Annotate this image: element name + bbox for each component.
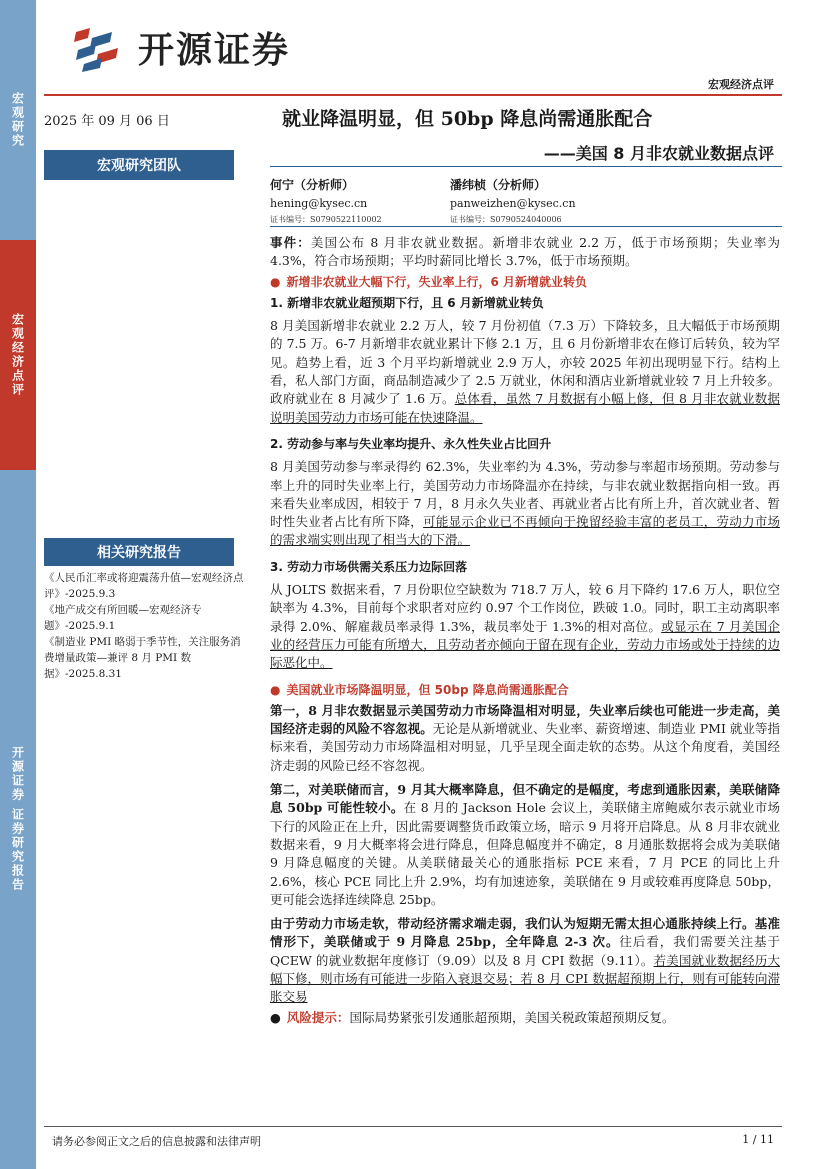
analyst-cert: 证书编号：S0790524040006	[450, 215, 562, 224]
related-reports-title: 相关研究报告	[44, 538, 234, 566]
page-number: 1 / 11	[742, 1133, 774, 1146]
header-divider	[44, 94, 782, 96]
brand-logo	[72, 22, 290, 73]
analyst-cert: 证书编号：S0790522110002	[270, 215, 382, 224]
section-paragraph: 8 月美国新增非农就业 2.2 万人，较 7 月份初值（7.3 万）下降较多，且大幅低于市场预期的 7.5 万。6-7 月新增非农就业累计下修 2.1 万，且 6 月份新增非农在修订后转负，较为罕见。趋势上看，近 3 个月平均新增就业 2.9 万人，亦较 2025 年初出现明显下行。结构上看，私人部门方面，商品制造减少了 2.5 万就业，休闲和酒店业新增就业较 7 月上升较多。政府就业在 8 月减少了 1.6 万。总体看，虽然 7 月数据有小幅上修，但 8 月非农就业数据说明美国劳动力市场可能在快速降温。	[270, 318, 780, 425]
event-label: 事件：	[270, 235, 311, 250]
analyst-name: 何宁（分析师）	[270, 178, 355, 192]
footer-disclaimer: 请务必参阅正文之后的信息披露和法律声明	[52, 1135, 261, 1148]
section-heading: 2. 劳动参与率与失业率均提升、永久性失业占比回升	[270, 436, 552, 451]
argument-paragraph: 第二，对美联储而言，9 月其大概率降息，但不确定的是幅度，考虑到通胀因素，美联储降息 50bp 可能性较小。在 8 月的 Jackson Hole 会议上，美联储主席鲍威尔表示就业市场下行的风险正在上升，因此需要调整货币政策立场，暗示 9 月将开启降息。从 8 月非农就业数据来看，9 月大概率将会进行降息，但降息幅度并不确定，8 月通胀数据将会成为美联储 9 月降息幅度的关键。从美联储最关心的通胀指标 PCE 来看，7 月 PCE 的同比上升 2.6%，核心 PCE 同比上升 2.9%，均有加速迹象，美联储在 9 月或较难再度降息 50bp，更可能会选择连续降息 25bp。	[270, 782, 780, 907]
risk-note: ● 风险提示：国际局势紧张引发通胀超预期，美国关税政策超预期反复。	[270, 1009, 780, 1027]
argument-paragraph: 第一，8 月非农数据显示美国劳动力市场降温相对明显，失业率后续也可能进一步走高，美国经济走弱的风险不容忽视。无论是从新增就业、失业率、薪资增速、制造业 PMI 就业等指标来看，美国劳动力市场降温相对明显，几乎呈现全面走软的态势。从这个角度看，美国经济走弱的风险已经不容忽视。	[270, 702, 780, 773]
underlined-conclusion: 若美国就业数据经历大幅下修，则市场有可能进一步陷入衰退交易；若 8 月 CPI 数据超预期上行，则有可能转向滞胀交易	[270, 952, 780, 1005]
key-point-heading: ● 新增非农就业大幅下行，失业率上行，6 月新增就业转负	[270, 273, 780, 291]
section-heading: 3. 劳动力市场供需关系压力边际回落	[270, 559, 468, 574]
title-divider	[270, 166, 782, 167]
report-date: 2025 年 09 月 06 日	[44, 114, 170, 129]
related-report-link[interactable]: 《人民币汇率或将迎震荡升值—宏观经济点评》-2025.9.3	[44, 572, 244, 600]
report-type: 宏观经济点评	[708, 78, 774, 91]
footer-divider	[44, 1126, 782, 1127]
analyst-name: 潘纬桢（分析师）	[450, 178, 547, 192]
team-label: 宏观研究团队	[44, 150, 234, 180]
related-reports-list	[44, 570, 244, 682]
report-title: 就业降温明显，但 50bp 降息尚需通胀配合	[282, 108, 653, 130]
related-report-link[interactable]: 《制造业 PMI 略弱于季节性，关注服务消费增量政策—兼评 8 月 PMI 数据》-2025.8.31	[44, 636, 241, 680]
brand-name: 开源证券	[138, 30, 291, 71]
side-label-bottom: 开源证券 证券研究报告	[0, 470, 36, 1169]
side-strip	[0, 0, 36, 1169]
key-point-heading: ● 美国就业市场降温明显，但 50bp 降息尚需通胀配合	[270, 681, 780, 699]
analyst-email[interactable]: hening@kysec.cn	[270, 197, 368, 210]
underlined-conclusion: 总体看，虽然 7 月数据有小幅上修，但 8 月非农就业数据说明美国劳动力市场可能在快速降温。	[270, 391, 780, 425]
report-subtitle: ——美国 8 月非农就业数据点评	[543, 144, 774, 163]
event-text: 美国公布 8 月非农就业数据。新增非农就业 2.2 万，低于市场预期；失业率为 4.3%，符合市场预期；平均时薪同比增长 3.7%，低于市场预期。	[270, 235, 780, 269]
analyst-card	[270, 176, 382, 225]
event-paragraph	[270, 234, 780, 271]
analyst-card	[450, 176, 576, 225]
section-paragraph: 从 JOLTS 数据来看，7 月份职位空缺数为 718.7 万人，较 6 月下降约 17.6 万人，职位空缺率为 4.3%，目前每个求职者对应约 0.97 个工作岗位，跌破 1.0。同时，职工主动离职率录得 2.0%、解雇裁员率录得 1.3%，裁员率处于 1.3%的相对高位。或显示在 7 月美国企业的经营压力可能有所增大，且劳动者亦倾向于留在现有企业，劳动力市场或处于持续的边际恶化中。	[270, 582, 780, 671]
side-label-top: 宏观研究	[0, 0, 36, 240]
section-paragraph: 8 月美国劳动参与率录得约 62.3%，失业率约为 4.3%，劳动参与率超市场预期。劳动参与率上升的同时失业率上行，美国劳动力市场降温亦在持续，与非农就业数据指向相一致。再来看失业率成因，相较于 7 月，8 月永久失业者、再就业者占比有所上升，首次就业者、暂时性失业者占比有所下降，可能显示企业已不再倾向于挽留经验丰富的老员工，劳动力市场的需求端实则出现了相当大的下滑。	[270, 459, 780, 548]
report-body	[270, 234, 780, 1030]
underlined-conclusion: 或显示在 7 月美国企业的经营压力可能有所增大，且劳动者亦倾向于留在现有企业，劳动力市场或处于持续的边际恶化中。	[270, 618, 780, 671]
analyst-email[interactable]: panweizhen@kysec.cn	[450, 197, 576, 210]
analyst-divider	[270, 226, 782, 227]
section-heading: 1. 新增非农就业超预期下行，且 6 月新增就业转负	[270, 295, 544, 310]
argument-paragraph: 由于劳动力市场走软，带动经济需求端走弱，我们认为短期无需太担心通胀持续上行。基准情形下，美联储或于 9 月降息 25bp，全年降息 2-3 次。往后看，我们需要关注基于 QCEW 的就业数据年度修订（9.09）以及 8 月 CPI 数据（9.11）。若美国就业数据经历大幅下修，则市场有可能进一步陷入衰退交易；若 8 月 CPI 数据超预期上行，则有可能转向滞胀交易	[270, 916, 780, 1005]
underlined-conclusion: 可能显示企业已不再倾向于挽留经验丰富的老员工，劳动力市场的需求端实则出现了相当大的下滑。	[270, 514, 780, 548]
related-report-link[interactable]: 《地产成交有所回暖—宏观经济专题》-2025.9.1	[44, 604, 202, 632]
side-label-middle: 宏观经济点评	[0, 240, 36, 470]
logo-mark-icon	[72, 24, 130, 72]
